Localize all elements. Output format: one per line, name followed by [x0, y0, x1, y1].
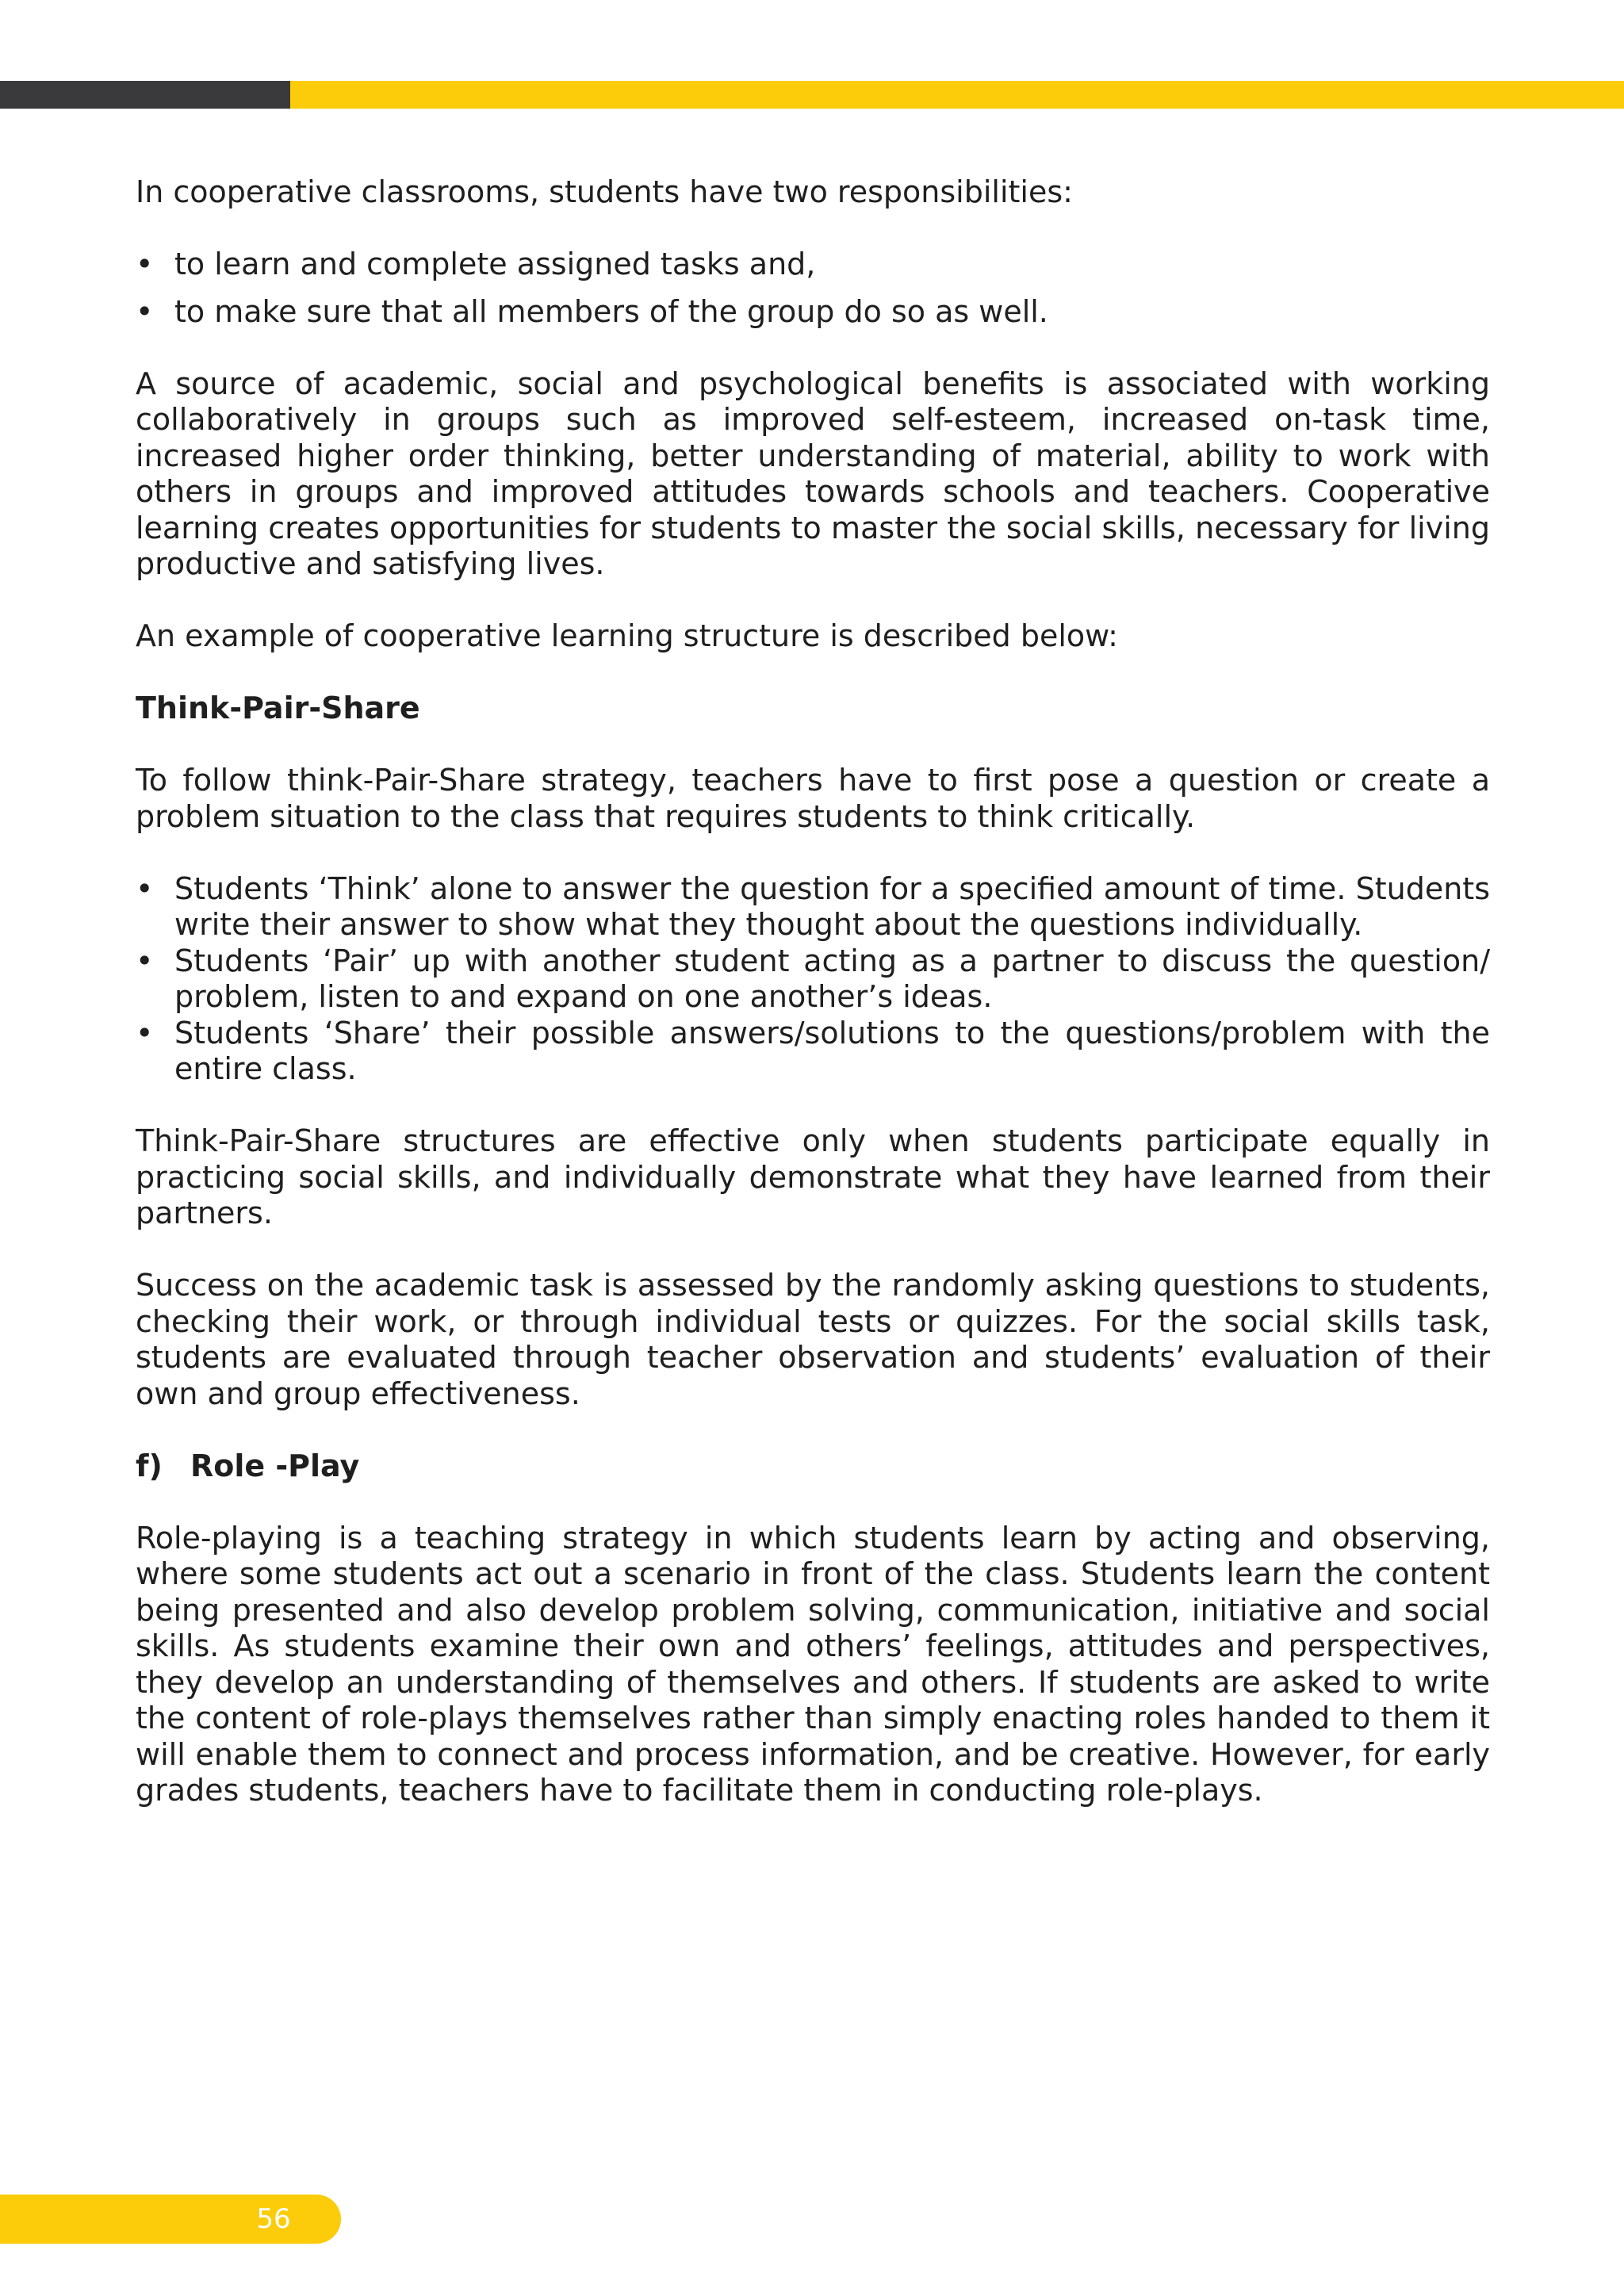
- page-content: [136, 174, 1490, 1845]
- list-item: • to learn and complete assigned tasks and,: [136, 247, 1490, 283]
- header-bar-dark: [0, 81, 290, 109]
- list-item: • Students ‘Share’ their possible answers/solutions to the questions/problem with the entire class.: [136, 1016, 1490, 1088]
- list-item: • Students ‘Think’ alone to answer the question for a specified amount of time. Students write their answer to show what they thought about the questions individually.: [136, 871, 1490, 943]
- section-title: Role -Play: [190, 1448, 360, 1483]
- responsibilities-list: [136, 247, 1490, 330]
- list-item: • Students ‘Pair’ up with another student acting as a partner to discuss the question/ problem, listen to and expand on one another’s ideas.: [136, 943, 1490, 1016]
- intro-paragraph: In cooperative classrooms, students have two responsibilities:: [136, 174, 1073, 209]
- page-number: 56: [256, 2203, 291, 2235]
- tps-intro-paragraph: To follow think-Pair-Share strategy, teachers have to first pose a question or create a problem situation to the class that requires students to think critically.: [136, 763, 1490, 834]
- role-play-paragraph: Role-playing is a teaching strategy in which students learn by acting and observing, where some students act out a scenario in front of the class. Students learn the content being presented and also develop problem solving, communication, initiative and social skills. As students examine their own and others’ feelings, attitudes and perspectives, they develop an understanding of themselves and others. If students are asked to write the content of role-plays themselves rather than simply enacting roles handed to them it will enable them to connect and process information, and be creative. However, for early grades students, teachers have to facilitate them in conducting role-plays.: [136, 1520, 1490, 1808]
- think-pair-share-heading: Think-Pair-Share: [136, 691, 420, 725]
- role-play-heading: [136, 1448, 1490, 1485]
- example-intro-paragraph: An example of cooperative learning structure is described below:: [136, 618, 1118, 653]
- tps-effective-paragraph: Think-Pair-Share structures are effective only when students participate equally in practicing social skills, and individually demonstrate what they have learned from their partners.: [136, 1123, 1490, 1230]
- header-bar-accent: [290, 81, 1624, 109]
- list-item: • to make sure that all members of the group do so as well.: [136, 294, 1490, 331]
- assessment-paragraph: Success on the academic task is assessed by the randomly asking questions to students, checking their work, or through individual tests or quizzes. For the social skills task, students are evaluated through teacher observation and students’ evaluation of their own and group effectiveness.: [136, 1268, 1490, 1411]
- section-label: f): [136, 1448, 163, 1483]
- tps-steps-list: [136, 871, 1490, 1088]
- benefits-paragraph: A source of academic, social and psychological benefits is associated with working collaboratively in groups such as improved self-esteem, increased on-task time, increased higher order thinking, better understanding of material, ability to work with others in groups and improved attitudes towards schools and teachers. Cooperative learning creates opportunities for students to master the social skills, necessary for living productive and satisfying lives.: [136, 365, 1490, 581]
